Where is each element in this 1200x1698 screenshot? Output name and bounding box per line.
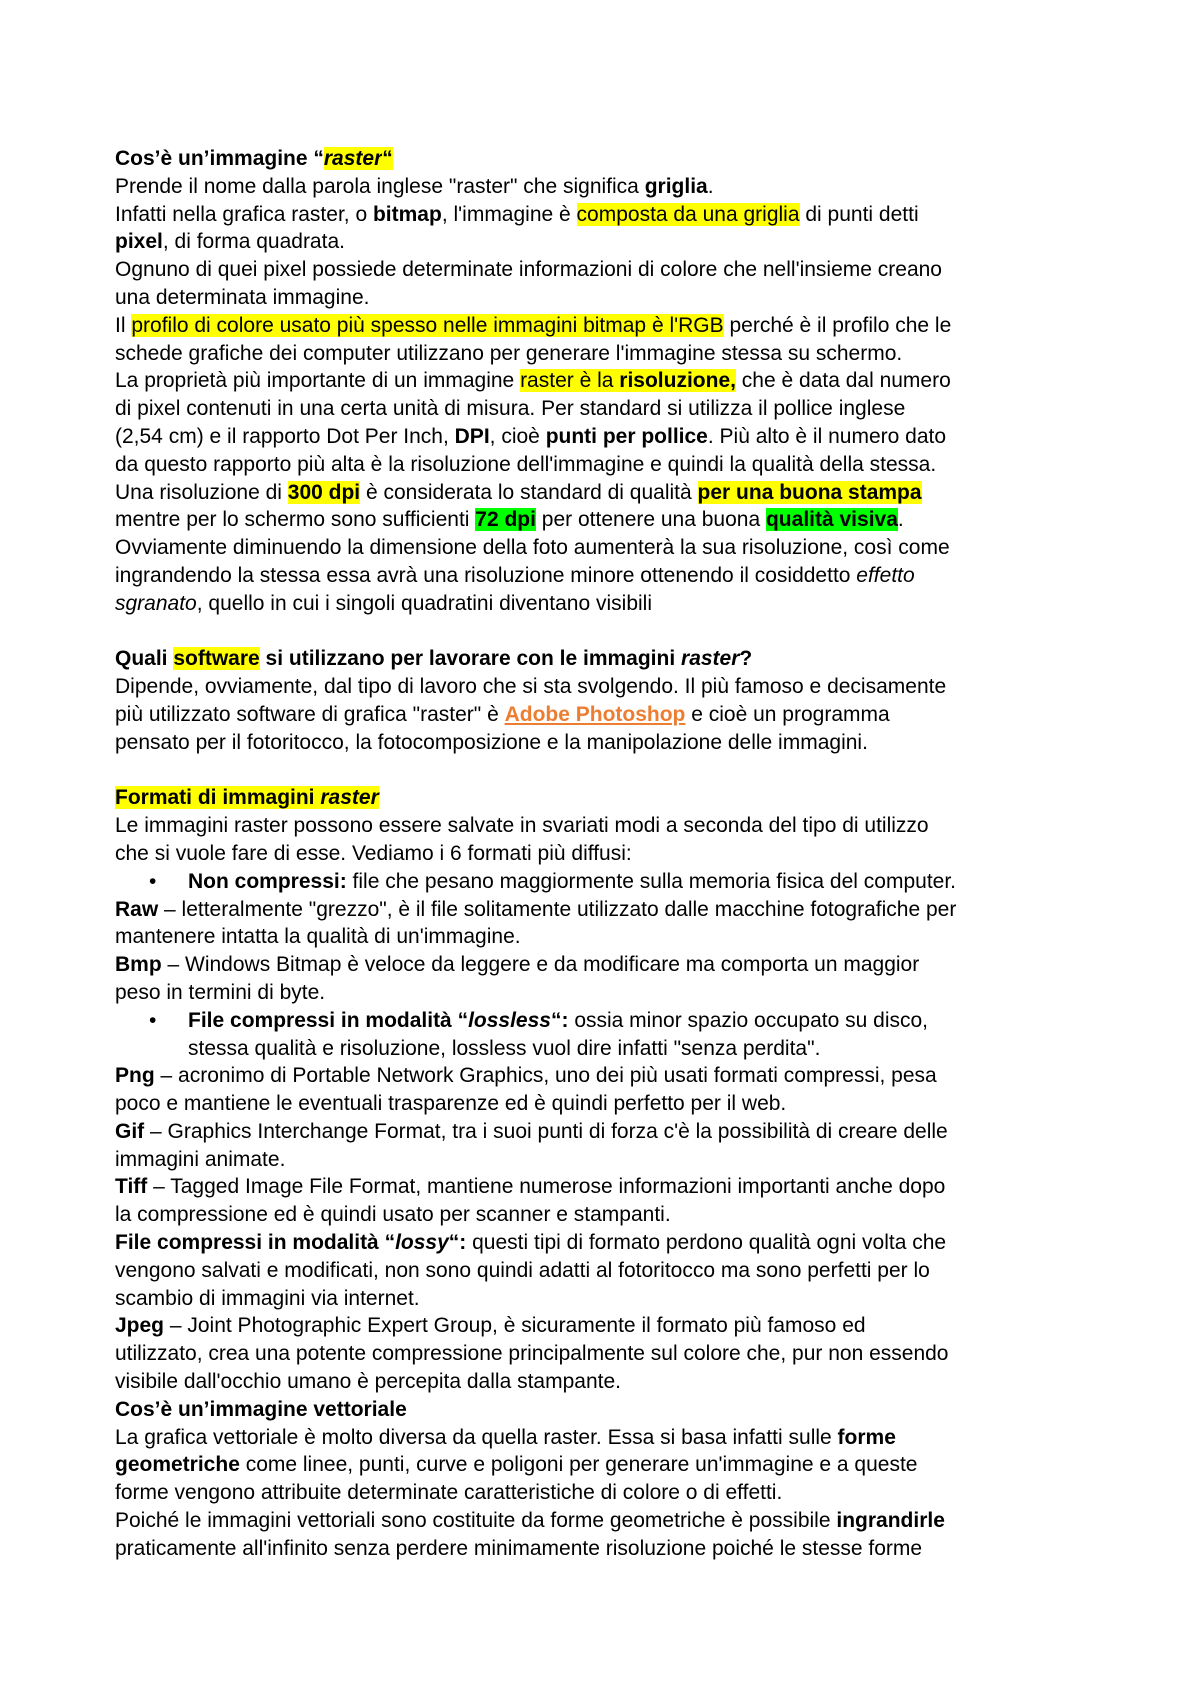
text-line [115, 1479, 1105, 1507]
text-line [115, 1062, 1105, 1090]
text-run: Prende il nome dalla parola inglese "raster" che significa [115, 174, 645, 198]
text-line [115, 506, 1105, 534]
text-run: composta da una griglia [576, 202, 800, 226]
text-line [115, 534, 1105, 562]
text-run: . Più alto è il numero dato [707, 424, 947, 448]
text-line [115, 784, 1105, 812]
text-run: vengono salvati e modificati, non sono quindi adatti al fotoritocco ma sono perfetti per lo [115, 1258, 930, 1282]
text-run: Dipende, ovviamente, dal tipo di lavoro che si sta svolgendo. Il più famoso e decisamente [115, 675, 947, 699]
text-run: effetto [856, 563, 915, 587]
text-run: ossia minor spazio occupato su disco, [568, 1008, 928, 1032]
text-run: mentre per lo schermo sono sufficienti [115, 508, 476, 532]
text-run: la compressione ed è quindi usato per scanner e stampanti. [115, 1203, 671, 1227]
text-run: , l'immagine è [441, 202, 577, 226]
text-line [115, 201, 1105, 229]
text-run: Ovviamente diminuendo la dimensione della foto aumenterà la sua risoluzione, così come [115, 536, 950, 560]
text-run: lossless [468, 1008, 551, 1032]
text-line [115, 256, 1105, 284]
text-run: – letteralmente "grezzo", è il file solitamente utilizzato dalle macchine fotografiche per [158, 897, 957, 921]
bullet-item [115, 1007, 1105, 1035]
text-run: Quali [115, 647, 174, 671]
text-run: Una risoluzione di [115, 480, 288, 504]
text-line [115, 923, 1105, 951]
text-line [115, 1173, 1105, 1201]
text-line [115, 479, 1105, 507]
text-run: raster [320, 786, 379, 810]
text-line [115, 562, 1105, 590]
bullet-dot: • [149, 1008, 157, 1032]
text-run: da questo rapporto più alta è la risoluzione dell'immagine e quindi la qualità della stessa. [115, 452, 937, 476]
text-run: lossy [395, 1231, 449, 1255]
text-line [115, 1201, 1105, 1229]
text-line [115, 1424, 1105, 1452]
bullet-item [115, 868, 1105, 896]
text-run: Tiff [115, 1175, 148, 1199]
text-run: praticamente all'infinito senza perdere minimamente risoluzione poiché le stesse forme [115, 1536, 923, 1560]
text-run: qualità visiva [765, 508, 898, 532]
text-run: è considerata lo standard di qualità [360, 480, 698, 504]
text-run: – Joint Photographic Expert Group, è sicuramente il formato più famoso ed [164, 1314, 866, 1338]
text-line [115, 1146, 1105, 1174]
text-run: Non compressi: [188, 869, 347, 893]
text-run: Raw [115, 897, 159, 921]
text-run: 72 dpi [475, 508, 536, 532]
text-run: Cos’è un’immagine “ [115, 147, 324, 170]
text-run: punti per pollice [545, 424, 708, 448]
text-run: immagini animate. [115, 1147, 286, 1171]
text-run: profilo di colore usato più spesso nelle immagini bitmap è l'RGB [131, 313, 724, 337]
text-run: stessa qualità e risoluzione, lossless vuol dire infatti "senza perdita". [188, 1036, 821, 1060]
text-line [115, 673, 1105, 701]
text-run: pixel [115, 230, 163, 254]
text-run: che è data dal numero [735, 369, 951, 393]
text-run: Le immagini raster possono essere salvate in svariati modi a seconda del tipo di utilizzo [115, 814, 929, 838]
text-run: poco e mantiene le eventuali trasparenze ed è quindi perfetto per il web. [115, 1092, 787, 1116]
text-run: forme [837, 1425, 896, 1449]
text-run: , cioè [489, 424, 546, 448]
text-run: – Tagged Image File Format, mantiene numerose informazioni importanti anche dopo [147, 1175, 946, 1199]
text-run: pensato per il fotoritocco, la fotocomposizione e la manipolazione delle immagini. [115, 730, 868, 754]
text-line [115, 1035, 1105, 1063]
text-line [115, 951, 1105, 979]
text-run: che si vuole fare di esse. Vediamo i 6 formati più diffusi: [115, 841, 632, 865]
text-run: ingrandirle [836, 1509, 945, 1533]
text-run: File compressi in modalità “ [188, 1008, 469, 1032]
text-line [115, 645, 1105, 673]
text-line [115, 979, 1105, 1007]
text-line [115, 312, 1105, 340]
text-run: più utilizzato software di grafica "raster" è [115, 702, 505, 726]
text-line [115, 1396, 1105, 1424]
text-run: griglia [644, 174, 708, 198]
adobe-photoshop-link[interactable]: Adobe Photoshop [504, 702, 686, 726]
text-run: Bmp [115, 953, 162, 977]
text-line [115, 1285, 1105, 1313]
text-run: . [707, 174, 714, 198]
text-run: Gif [115, 1119, 145, 1143]
text-run: . [897, 508, 904, 532]
text-run: di punti detti [799, 202, 919, 226]
text-run: La proprietà più importante di un immagine [115, 369, 521, 393]
text-run: file che pesano maggiormente sulla memoria fisica del computer. [346, 869, 957, 893]
text-run: bitmap [372, 202, 442, 226]
text-run: questi tipi di formato perdono qualità ogni volta che [466, 1231, 947, 1255]
text-run: La grafica vettoriale è molto diversa da quella raster. Essa si basa infatti sulle [115, 1425, 838, 1449]
text-run: software [173, 647, 260, 671]
text-run: sgranato [115, 591, 197, 615]
text-run: File compressi in modalità “ [115, 1231, 396, 1255]
text-run: – Graphics Interchange Format, tra i suoi punti di forza c'è la possibilità di creare delle [144, 1119, 948, 1143]
text-run: per una buona stampa [697, 480, 922, 504]
text-run: – acronimo di Portable Network Graphics, uno dei più usati formati compressi, pesa [154, 1064, 937, 1088]
blank-line [115, 757, 1105, 785]
text-run: 300 dpi [287, 480, 361, 504]
text-run: (2,54 cm) e il rapporto Dot Per Inch, [115, 424, 455, 448]
text-run: e cioè un programma [685, 702, 890, 726]
text-line [115, 896, 1105, 924]
text-run: , quello in cui i singoli quadratini diventano visibili [196, 591, 652, 615]
text-run: una determinata immagine. [115, 285, 370, 309]
text-run: Poiché le immagini vettoriali sono costituite da forme geometriche è possibile [115, 1509, 837, 1533]
text-line [115, 340, 1105, 368]
text-run: scambio di immagini via internet. [115, 1286, 420, 1310]
text-run: per ottenere una buona [535, 508, 766, 532]
text-run: ingrandendo la stessa essa avrà una risoluzione minore ottenendo il cosiddetto [115, 563, 857, 587]
text-line [115, 812, 1105, 840]
text-run: geometriche [115, 1453, 240, 1477]
text-line [115, 1312, 1105, 1340]
text-run: Il [115, 313, 132, 337]
text-line [115, 701, 1105, 729]
text-run: come linee, punti, curve e poligoni per generare un'immagine e a queste [239, 1453, 918, 1477]
text-line [115, 423, 1105, 451]
text-run: Infatti nella grafica raster, o [115, 202, 373, 226]
text-line [115, 590, 1105, 618]
text-line [115, 284, 1105, 312]
text-line [115, 729, 1105, 757]
text-run: raster è la [520, 369, 620, 393]
text-run: “ [382, 147, 393, 170]
text-run: Png [115, 1064, 155, 1088]
text-line [115, 173, 1105, 201]
text-line [115, 1090, 1105, 1118]
text-line [115, 1340, 1105, 1368]
text-run: di pixel contenuti in una certa unità di misura. Per standard si utilizza il pollice inglese [115, 397, 906, 421]
document-body [115, 145, 1105, 1563]
text-line [115, 1229, 1105, 1257]
text-run: risoluzione, [619, 369, 736, 393]
text-run: DPI [454, 424, 490, 448]
text-line [115, 1368, 1105, 1396]
text-line [115, 228, 1105, 256]
text-run: utilizzato, crea una potente compressione principalmente sul colore che, pur non essendo [115, 1342, 949, 1366]
text-run: “: [448, 1231, 467, 1255]
text-run: “: [550, 1008, 569, 1032]
text-run: raster [681, 647, 740, 671]
text-line [115, 145, 1105, 173]
text-line [115, 451, 1105, 479]
bullet-dot: • [149, 869, 157, 893]
text-line [115, 1118, 1105, 1146]
text-run: – Windows Bitmap è veloce da leggere e da modificare ma comporta un maggior [161, 953, 920, 977]
text-run: Ognuno di quei pixel possiede determinate informazioni di colore che nell'insieme creano [115, 258, 942, 282]
text-line [115, 395, 1105, 423]
text-run: raster [323, 147, 383, 170]
text-run: mantenere intatta la qualità di un'immagine. [115, 925, 521, 949]
text-run: Jpeg [115, 1314, 165, 1338]
text-run: si utilizzano per lavorare con le immagini [259, 647, 682, 671]
blank-line [115, 618, 1105, 646]
text-line [115, 1535, 1105, 1563]
text-run: Formati di immagini [115, 786, 321, 810]
text-line [115, 1507, 1105, 1535]
text-run: peso in termini di byte. [115, 980, 326, 1004]
text-line [115, 1257, 1105, 1285]
text-line [115, 840, 1105, 868]
text-run: forme vengono attribuite determinate caratteristiche di colore o di effetti. [115, 1481, 783, 1505]
text-run: schede grafiche dei computer utilizzano per generare l'immagine stessa su schermo. [115, 341, 903, 365]
text-run: perché è il profilo che le [723, 313, 952, 337]
text-run: visibile dall'occhio umano è percepita dalla stampante. [115, 1370, 621, 1394]
text-line [115, 1451, 1105, 1479]
text-run: Cos’è un’immagine vettoriale [115, 1397, 407, 1421]
text-run: ? [739, 647, 753, 671]
text-run: , di forma quadrata. [162, 230, 345, 254]
text-line [115, 367, 1105, 395]
